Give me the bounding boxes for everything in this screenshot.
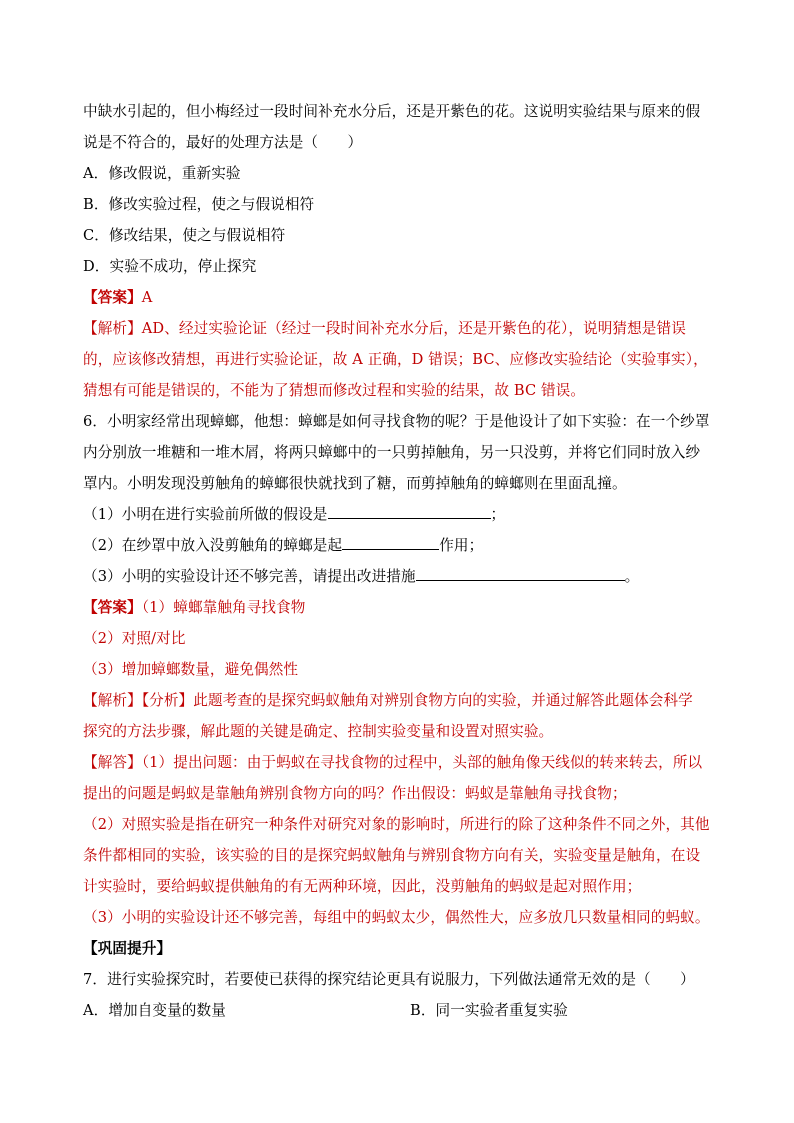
question-6-solution-line-5: 计实验时，要给蚂蚁提供触角的有无两种环境，因此，没剪触角的蚂蚁是起对照作用； — [83, 878, 642, 895]
subquestion-3-end: 。 — [624, 568, 640, 585]
question-6-text-line-2: 内分别放一堆糖和一堆木屑，将两只蟑螂中的一只剪掉触角，另一只没剪，并将它们同时放入纱 — [83, 444, 701, 461]
answer-part-1: （1）蟑螂靠触角寻找食物 — [141, 599, 306, 616]
question-6-text-line-1: 6．小明家经常出现蟑螂，他想：蟑螂是如何寻找食物的呢？于是他设计了如下实验：在一个纱罩 — [83, 413, 710, 430]
answer-blank-3 — [416, 563, 625, 581]
question-5-text-line-2: 说是不符合的，最好的处理方法是（ ） — [83, 134, 363, 151]
question-5-explanation-line-1: 【解析】AD、经过实验论证（经过一段时间补充水分后，还是开紫色的花），说明猜想是错误 — [83, 320, 686, 337]
question-6-subquestion-1 — [83, 499, 723, 530]
subquestion-2-end: 作用； — [439, 537, 484, 554]
question-6-text-line-3: 罩内。小明发现没剪触角的蟑螂很快就找到了糖，而剪掉触角的蟑螂则在里面乱撞。 — [83, 475, 627, 492]
answer-label: 【答案】 — [83, 289, 142, 306]
question-5-explanation-line-2: 的，应该修改猜想，再进行实验论证，故 A 正确，D 错误；BC、应修改实验结论（实验事实）， — [83, 351, 708, 368]
question-6-answer-1 — [83, 592, 723, 623]
question-5-option-a: A．修改假说，重新实验 — [83, 165, 241, 182]
question-5-option-d: D．实验不成功，停止探究 — [83, 258, 257, 275]
subquestion-2-text: （2）在纱罩中放入没剪触角的蟑螂是起 — [83, 537, 343, 554]
answer-blank-1 — [328, 501, 491, 519]
question-6-solution-line-4: 条件都相同的实验，该实验的目的是探究蚂蚁触角与辨别食物方向有关，实验变量是触角，在设 — [83, 847, 701, 864]
question-6-answer-3: （3）增加蟑螂数量，避免偶然性 — [83, 661, 299, 678]
subquestion-3-text: （3）小明的实验设计还不够完善，请提出改进措施 — [83, 568, 416, 585]
question-6-subquestion-3 — [83, 561, 723, 592]
document-page — [83, 96, 723, 1026]
question-5-text-line-1: 中缺水引起的，但小梅经过一段时间补充水分后，还是开紫色的花。这说明实验结果与原来的假 — [83, 103, 701, 120]
question-7-option-a: A．增加自变量的数量 — [83, 1002, 226, 1019]
subquestion-1-text: （1）小明在进行实验前所做的假设是 — [83, 506, 328, 523]
section-heading: 【巩固提升】 — [83, 940, 172, 957]
question-6-analysis-line-2: 探究的方法步骤，解此题的关键是确定、控制实验变量和设置对照实验。 — [83, 723, 554, 740]
question-5-explanation-line-3: 猜想有可能是错误的，不能为了猜想而修改过程和实验的结果，故 BC 错误。 — [83, 382, 586, 399]
question-6-solution-line-1: 【解答】（1）提出问题：由于蚂蚁在寻找食物的过程中，头部的触角像天线似的转来转去，所以 — [83, 754, 703, 771]
question-7-text: 7．进行实验探究时，若要使已获得的探究结论更具有说服力，下列做法通常无效的是（ ） — [83, 971, 695, 988]
question-6-subquestion-2 — [83, 530, 723, 561]
question-6-solution-line-6: （3）小明的实验设计还不够完善，每组中的蚂蚁太少，偶然性大，应多放几只数量相同的蚂蚁。 — [83, 909, 710, 926]
answer-blank-2 — [342, 532, 439, 550]
question-6-solution-line-3: （2）对照实验是指在研究一种条件对研究对象的影响时，所进行的除了这种条件不同之外，其他 — [83, 816, 710, 833]
question-7-options-row — [83, 995, 723, 1026]
question-6-solution-line-2: 提出的问题是蚂蚁是靠触角辨别食物方向的吗？作出假设：蚂蚁是靠触角寻找食物； — [83, 785, 627, 802]
question-6-analysis-line-1: 【解析】【分析】此题考查的是探究蚂蚁触角对辨别食物方向的实验，并通过解答此题体会科学 — [83, 692, 693, 709]
answer-value: A — [141, 289, 153, 306]
subquestion-1-end: ； — [490, 506, 506, 523]
question-6-answer-2: （2）对照/对比 — [83, 630, 186, 647]
question-5-answer — [83, 282, 723, 313]
question-7-option-b: B．同一实验者重复实验 — [410, 1002, 568, 1019]
answer-label: 【答案】 — [83, 599, 142, 616]
question-5-option-b: B．修改实验过程，使之与假说相符 — [83, 196, 315, 213]
question-5-option-c: C．修改结果，使之与假说相符 — [83, 227, 286, 244]
